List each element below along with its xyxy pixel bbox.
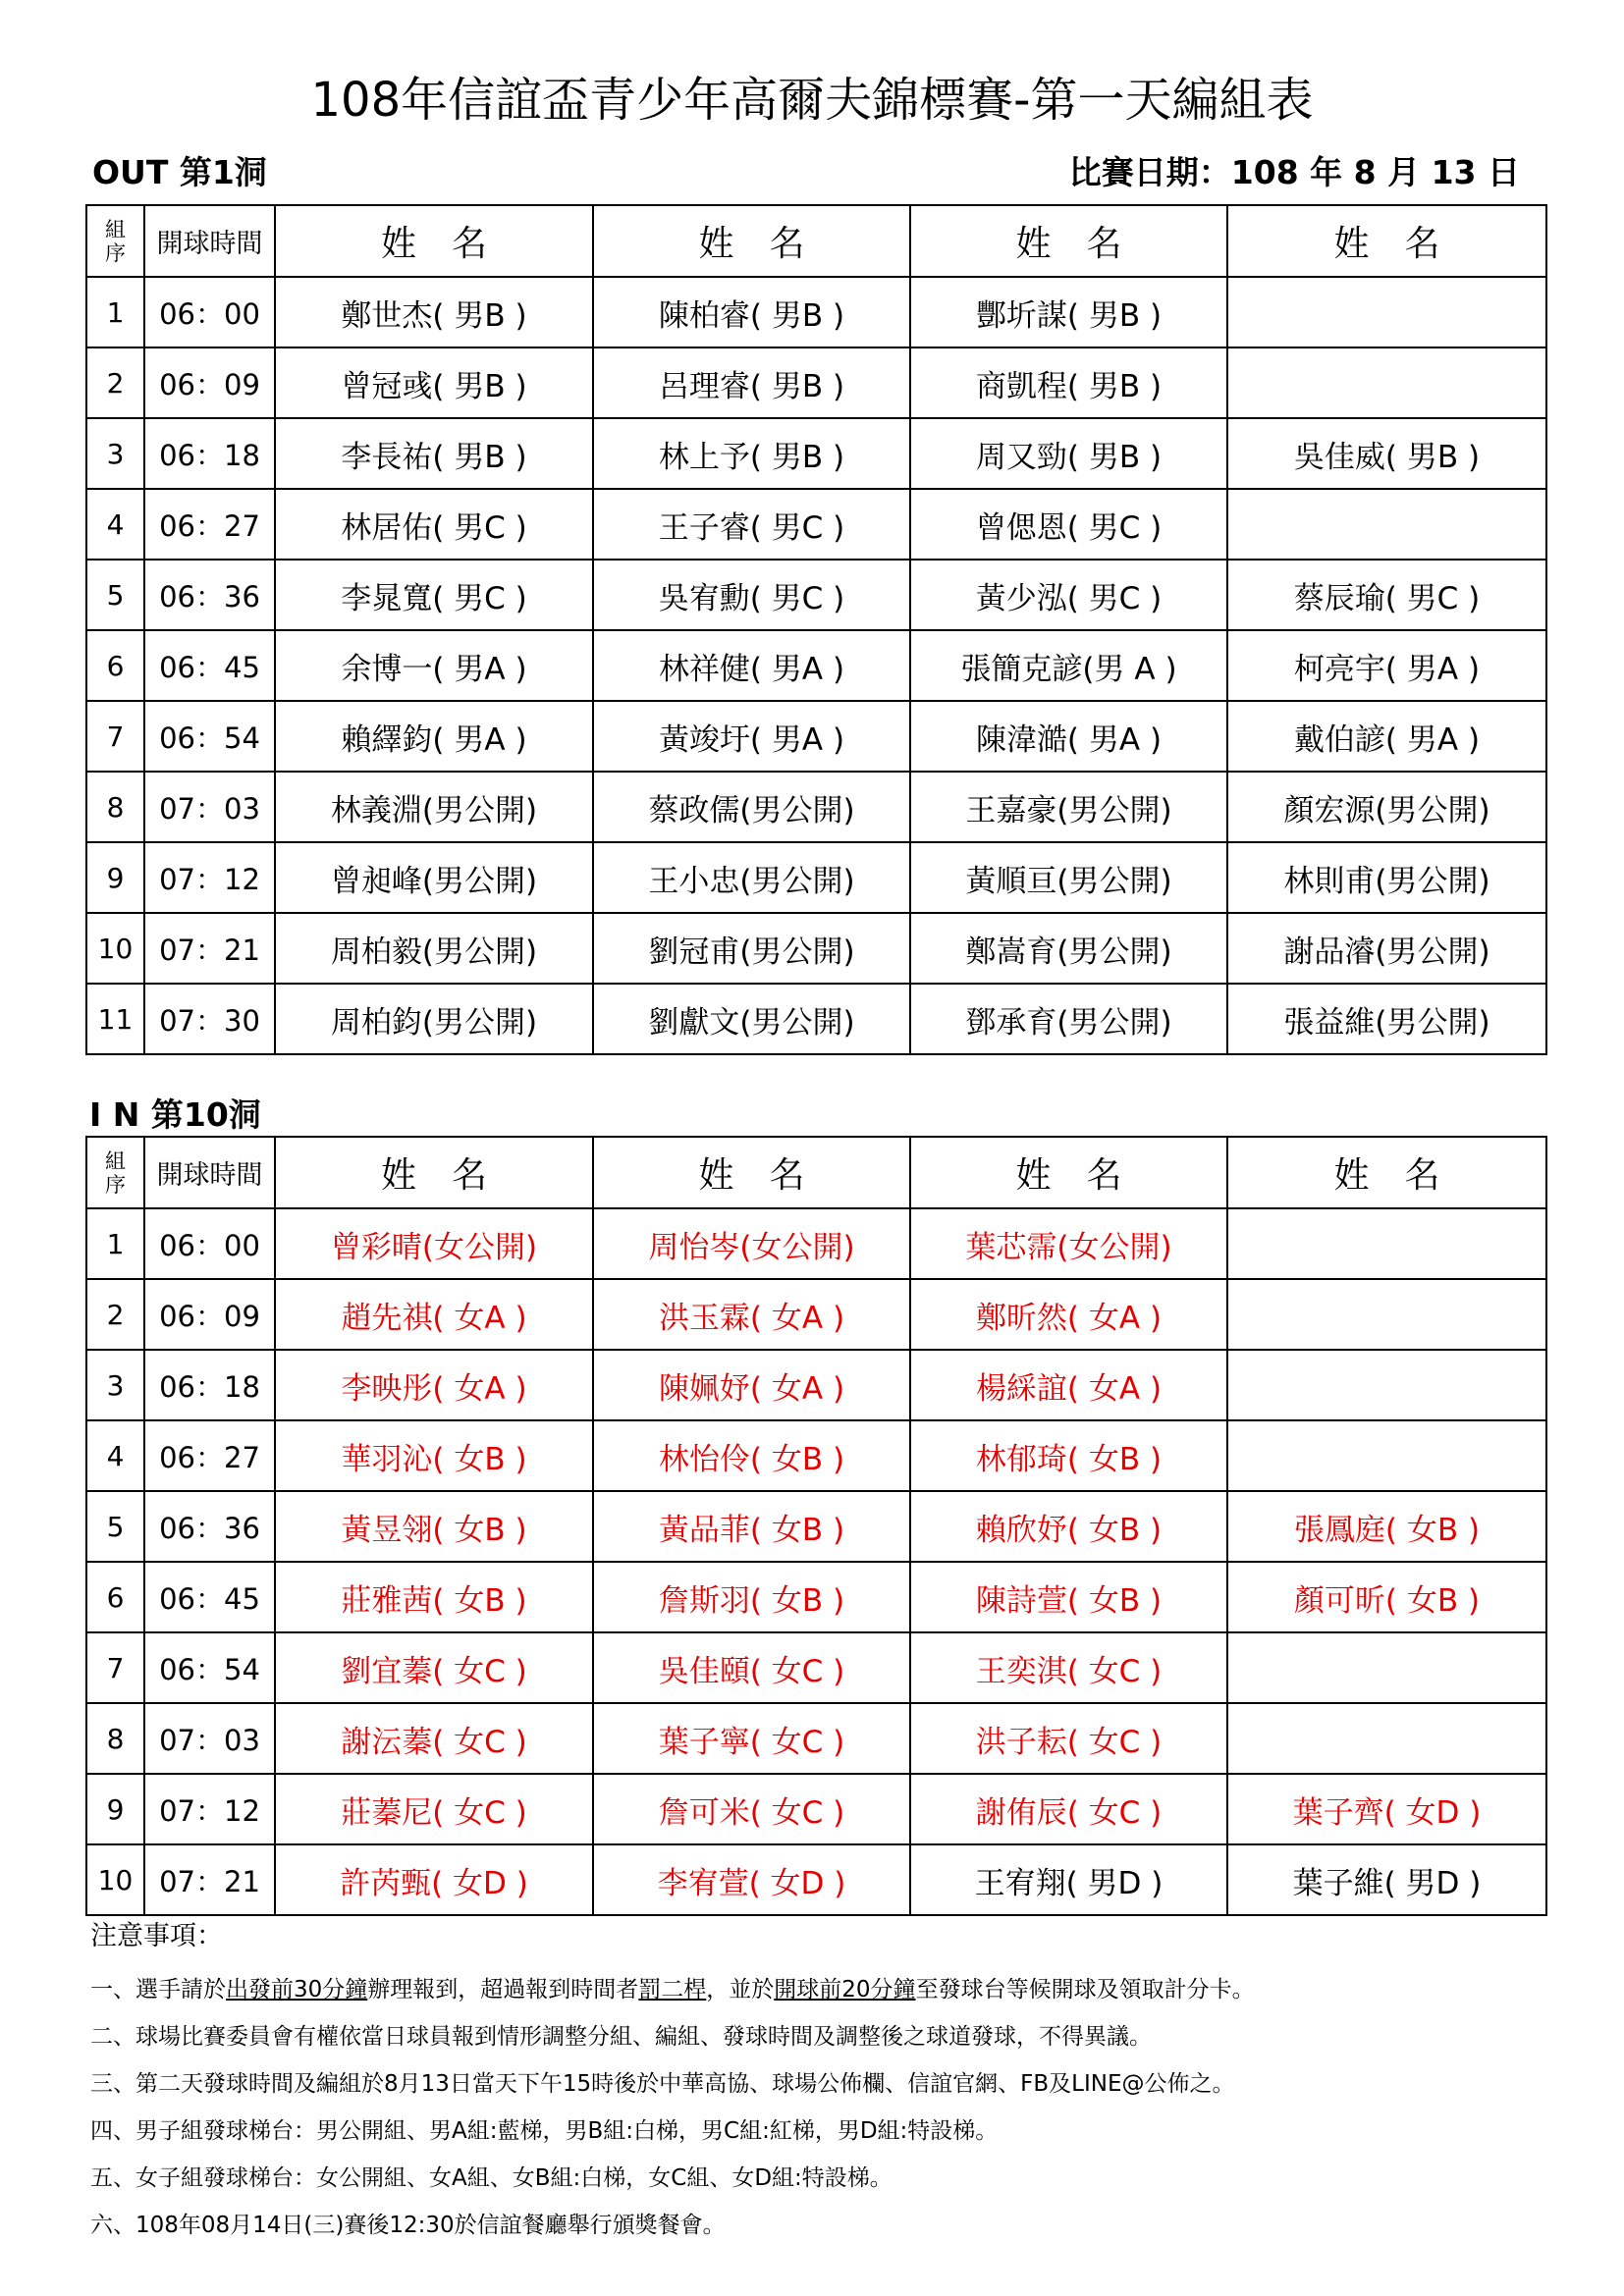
player-name: 林上予( 男B ) [593, 418, 910, 489]
player-name: 葉芯霈(女公開) [910, 1208, 1227, 1279]
tee-time: 06：54 [144, 701, 275, 772]
tee-time: 07：30 [144, 984, 275, 1054]
player-name: 林義淵(男公開) [275, 772, 593, 842]
group-number: 8 [86, 1703, 144, 1774]
group-number: 7 [86, 701, 144, 772]
player-name [1227, 489, 1546, 560]
player-name: 酆圻謀( 男B ) [910, 277, 1227, 347]
player-name: 葉子維( 男D ) [1227, 1844, 1546, 1915]
header-seq-label: 組序 [105, 1148, 126, 1197]
player-name: 劉宜蓁( 女C ) [275, 1632, 593, 1703]
note-text: 辦理報到，超過報到時間者 [367, 1977, 639, 2002]
group-number: 1 [86, 277, 144, 347]
player-name [1227, 277, 1546, 347]
player-name: 周柏鈞(男公開) [275, 984, 593, 1054]
note-item [90, 2165, 1543, 2192]
group-number: 4 [86, 1420, 144, 1491]
player-name [1227, 1279, 1546, 1350]
player-name: 葉子齊( 女D ) [1227, 1774, 1546, 1844]
player-name: 趙先祺( 女A ) [275, 1279, 593, 1350]
player-name: 黃品菲( 女B ) [593, 1491, 910, 1562]
group-number: 10 [86, 1844, 144, 1915]
section-out-label: OUT 第1洞 [92, 153, 267, 191]
player-name: 吳佳威( 男B ) [1227, 418, 1546, 489]
table-row [86, 418, 1546, 489]
player-name: 蔡辰瑜( 男C ) [1227, 560, 1546, 630]
player-name: 賴欣妤( 女B ) [910, 1491, 1227, 1562]
tee-time: 07：12 [144, 842, 275, 913]
player-name: 黃順亘(男公開) [910, 842, 1227, 913]
group-number: 6 [86, 630, 144, 701]
tee-time: 07：03 [144, 1703, 275, 1774]
player-name: 葉子寧( 女C ) [593, 1703, 910, 1774]
section-in-label: I N 第10洞 [89, 1095, 261, 1134]
note-text: 四、男子組發球梯台：男公開組、男A組:藍梯，男B組:白梯，男C組:紅梯，男D組:特設梯。 [90, 2118, 999, 2144]
player-name: 鄭嵩育(男公開) [910, 913, 1227, 984]
note-text: 至發球台等候開球及領取計分卡。 [915, 1977, 1255, 2002]
header-name: 姓 名 [910, 1137, 1227, 1208]
table-row [86, 701, 1546, 772]
player-name: 王宥翔( 男D ) [910, 1844, 1227, 1915]
player-name: 謝沄蓁( 女C ) [275, 1703, 593, 1774]
group-number: 1 [86, 1208, 144, 1279]
table-row [86, 772, 1546, 842]
note-text: 二、球場比賽委員會有權依當日球員報到情形調整分組、編組、發球時間及調整後之球道發球，不得異議。 [90, 2024, 1152, 2050]
player-name: 戴伯諺( 男A ) [1227, 701, 1546, 772]
group-number: 4 [86, 489, 144, 560]
group-number: 9 [86, 842, 144, 913]
table-row [86, 913, 1546, 984]
player-name: 洪子耘( 女C ) [910, 1703, 1227, 1774]
table-row [86, 1844, 1546, 1915]
header-name: 姓 名 [1227, 1137, 1546, 1208]
note-item [90, 2071, 1543, 2098]
player-name: 李長祐( 男B ) [275, 418, 593, 489]
player-name: 余博一( 男A ) [275, 630, 593, 701]
header-name: 姓 名 [275, 1137, 593, 1208]
tee-time: 06：18 [144, 418, 275, 489]
tee-time: 06：27 [144, 1420, 275, 1491]
player-name: 劉獻文(男公開) [593, 984, 910, 1054]
match-date-label: 比賽日期：108 年 8 月 13 日 [1068, 153, 1520, 191]
group-number: 5 [86, 560, 144, 630]
player-name: 賴繹鈞( 男A ) [275, 701, 593, 772]
header-tee-time: 開球時間 [144, 1137, 275, 1208]
table-row [86, 1774, 1546, 1844]
player-name [1227, 1350, 1546, 1420]
table-row [86, 984, 1546, 1054]
tee-time: 06：36 [144, 1491, 275, 1562]
player-name: 鄭昕然( 女A ) [910, 1279, 1227, 1350]
note-item [90, 2213, 1543, 2239]
player-name: 陳柏睿( 男B ) [593, 277, 910, 347]
note-item [90, 2024, 1543, 2051]
tee-time: 06：00 [144, 1208, 275, 1279]
tee-time: 06：09 [144, 1279, 275, 1350]
table-row [86, 560, 1546, 630]
notes-list [90, 1977, 1543, 2239]
tee-time: 07：21 [144, 1844, 275, 1915]
header-seq-label: 組序 [105, 217, 126, 265]
tee-time: 06：18 [144, 1350, 275, 1420]
player-name: 張益維(男公開) [1227, 984, 1546, 1054]
table-row [86, 1632, 1546, 1703]
tee-time: 07：21 [144, 913, 275, 984]
player-name: 劉冠甫(男公開) [593, 913, 910, 984]
table-row [86, 842, 1546, 913]
player-name: 商凱程( 男B ) [910, 347, 1227, 418]
group-number: 11 [86, 984, 144, 1054]
tee-time: 06：27 [144, 489, 275, 560]
player-name: 柯亮宇( 男A ) [1227, 630, 1546, 701]
player-name: 黃少泓( 男C ) [910, 560, 1227, 630]
table-row [86, 1703, 1546, 1774]
header-row [86, 1137, 1546, 1208]
player-name: 詹斯羽( 女B ) [593, 1562, 910, 1632]
group-number: 6 [86, 1562, 144, 1632]
player-name: 詹可米( 女C ) [593, 1774, 910, 1844]
table-row [86, 1420, 1546, 1491]
player-name: 陳湋澔( 男A ) [910, 701, 1227, 772]
notes-title: 注意事項： [90, 1921, 223, 1951]
player-name: 曾偲恩( 男C ) [910, 489, 1227, 560]
group-number: 8 [86, 772, 144, 842]
player-name: 林祥健( 男A ) [593, 630, 910, 701]
player-name: 林怡伶( 女B ) [593, 1420, 910, 1491]
player-name: 楊綵誼( 女A ) [910, 1350, 1227, 1420]
player-name: 李晁寬( 男C ) [275, 560, 593, 630]
player-name: 黃昱翎( 女B ) [275, 1491, 593, 1562]
header-name: 姓 名 [910, 205, 1227, 277]
player-name: 王小忠(男公開) [593, 842, 910, 913]
player-name: 華羽沁( 女B ) [275, 1420, 593, 1491]
tee-time: 07：12 [144, 1774, 275, 1844]
tee-time: 07：03 [144, 772, 275, 842]
player-name: 吳佳頤( 女C ) [593, 1632, 910, 1703]
player-name: 曾昶峰(男公開) [275, 842, 593, 913]
header-tee-time: 開球時間 [144, 205, 275, 277]
table-row [86, 630, 1546, 701]
header-name: 姓 名 [593, 205, 910, 277]
group-number: 3 [86, 418, 144, 489]
player-name: 林郁琦( 女B ) [910, 1420, 1227, 1491]
player-name: 蔡政儒(男公開) [593, 772, 910, 842]
group-number: 7 [86, 1632, 144, 1703]
player-name: 謝侑辰( 女C ) [910, 1774, 1227, 1844]
out-group-table [85, 204, 1547, 1055]
player-name: 顏宏源(男公開) [1227, 772, 1546, 842]
player-name [1227, 1703, 1546, 1774]
note-item [90, 2118, 1543, 2145]
player-name: 莊蓁尼( 女C ) [275, 1774, 593, 1844]
note-text: 一、選手請於 [90, 1977, 226, 2002]
table-row [86, 1279, 1546, 1350]
tee-time: 06：54 [144, 1632, 275, 1703]
tee-time: 06：00 [144, 277, 275, 347]
player-name: 林則甫(男公開) [1227, 842, 1546, 913]
table-row [86, 1350, 1546, 1420]
header-seq [86, 1137, 144, 1208]
note-text: 三、第二天發球時間及編組於8月13日當天下午15時後於中華高協、球場公佈欄、信誼官網、FB及LINE@公佈之。 [90, 2071, 1235, 2097]
player-name [1227, 1208, 1546, 1279]
table-row [86, 1562, 1546, 1632]
note-item [90, 1977, 1543, 2003]
player-name [1227, 347, 1546, 418]
table-row [86, 1491, 1546, 1562]
in-group-table [85, 1136, 1547, 1916]
notes-section [90, 1917, 1543, 2239]
group-number: 10 [86, 913, 144, 984]
player-name: 黃竣圩( 男A ) [593, 701, 910, 772]
note-text: 出發前30分鐘 [226, 1977, 368, 2002]
group-number: 3 [86, 1350, 144, 1420]
header-name: 姓 名 [275, 205, 593, 277]
player-name: 李宥萱( 女D ) [593, 1844, 910, 1915]
tee-time: 06：45 [144, 630, 275, 701]
group-number: 5 [86, 1491, 144, 1562]
player-name: 鄧承育(男公開) [910, 984, 1227, 1054]
table-row [86, 347, 1546, 418]
player-name [1227, 1420, 1546, 1491]
player-name [1227, 1632, 1546, 1703]
tee-time: 06：36 [144, 560, 275, 630]
player-name: 周怡岑(女公開) [593, 1208, 910, 1279]
player-name: 許芮甄( 女D ) [275, 1844, 593, 1915]
player-name: 吳宥勳( 男C ) [593, 560, 910, 630]
table-row [86, 1208, 1546, 1279]
player-name: 曾彩晴(女公開) [275, 1208, 593, 1279]
player-name: 王子睿( 男C ) [593, 489, 910, 560]
player-name: 周柏毅(男公開) [275, 913, 593, 984]
player-name: 王嘉豪(男公開) [910, 772, 1227, 842]
player-name: 陳姵妤( 女A ) [593, 1350, 910, 1420]
group-number: 2 [86, 1279, 144, 1350]
note-text: 六、108年08月14日(三)賽後12:30於信誼餐廳舉行頒獎餐會。 [90, 2213, 726, 2238]
tee-time: 06：09 [144, 347, 275, 418]
table-row [86, 489, 1546, 560]
player-name: 王奕淇( 女C ) [910, 1632, 1227, 1703]
group-number: 2 [86, 347, 144, 418]
player-name: 謝品濬(男公開) [1227, 913, 1546, 984]
player-name: 李映彤( 女A ) [275, 1350, 593, 1420]
table-row [86, 277, 1546, 347]
tee-time: 06：45 [144, 1562, 275, 1632]
player-name: 曾冠彧( 男B ) [275, 347, 593, 418]
player-name: 顏可昕( 女B ) [1227, 1562, 1546, 1632]
group-number: 9 [86, 1774, 144, 1844]
player-name: 林居佑( 男C ) [275, 489, 593, 560]
header-name: 姓 名 [1227, 205, 1546, 277]
note-text: 罰二桿 [638, 1977, 707, 2002]
header-row [86, 205, 1546, 277]
page-title: 108年信誼盃青少年高爾夫錦標賽-第一天編組表 [310, 73, 1314, 128]
header-seq [86, 205, 144, 277]
player-name: 鄭世杰( 男B ) [275, 277, 593, 347]
player-name: 陳詩萱( 女B ) [910, 1562, 1227, 1632]
player-name: 莊雅茜( 女B ) [275, 1562, 593, 1632]
player-name: 洪玉霖( 女A ) [593, 1279, 910, 1350]
player-name: 周又勁( 男B ) [910, 418, 1227, 489]
player-name: 呂理睿( 男B ) [593, 347, 910, 418]
note-text: 開球前20分鐘 [774, 1977, 916, 2002]
player-name: 張簡克諺(男 A ) [910, 630, 1227, 701]
header-name: 姓 名 [593, 1137, 910, 1208]
player-name: 張鳳庭( 女B ) [1227, 1491, 1546, 1562]
note-text: 五、女子組發球梯台：女公開組、女A組、女B組:白梯，女C組、女D組:特設梯。 [90, 2165, 893, 2191]
note-text: ，並於 [706, 1977, 775, 2002]
